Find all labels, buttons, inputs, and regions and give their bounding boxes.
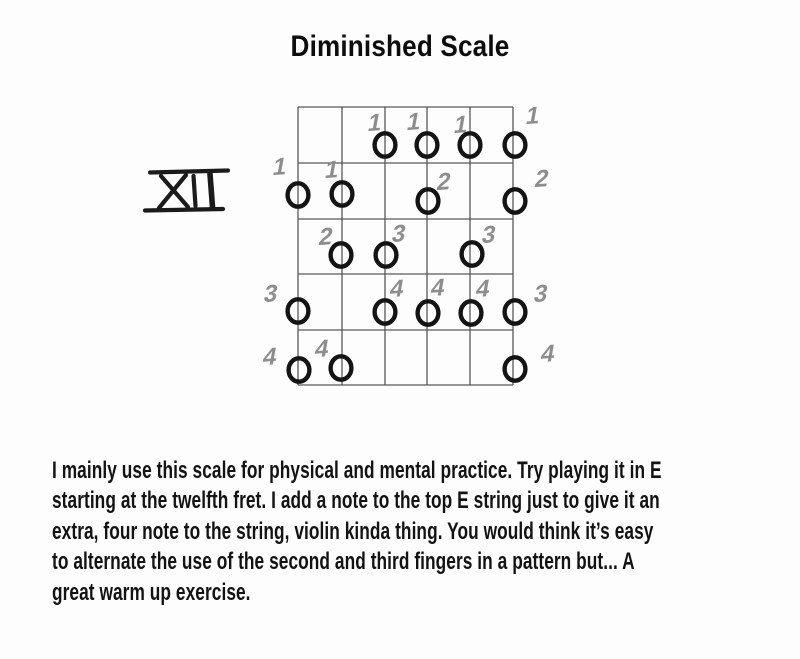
finger-number: 1: [270, 153, 289, 182]
finger-number: 1: [523, 102, 542, 131]
finger-number: 4: [538, 340, 557, 369]
page-title: Diminished Scale: [290, 30, 510, 63]
note-circle: [461, 301, 482, 324]
finger-number: 4: [312, 335, 331, 364]
note-circle: [462, 242, 483, 265]
note-circle: [505, 189, 526, 212]
finger-number: 1: [322, 156, 341, 185]
note-circle: [331, 356, 352, 379]
note-circle: [505, 300, 526, 323]
paragraph-line-2: starting at the twelfth fret. I add a note to the top E string just to give it an: [52, 487, 660, 515]
paragraph-line-5: great warm up exercise.: [52, 578, 251, 606]
note-circle: [505, 357, 526, 380]
xii-stroke: [194, 176, 196, 206]
paragraph-line-4: to alternate the use of the second and third fingers in a pattern but... A: [52, 548, 635, 576]
note-circle: [331, 243, 352, 266]
description-paragraph: [52, 456, 800, 608]
paragraph-line-1: I mainly use this scale for physical and mental practice. Try playing it in E: [52, 457, 662, 484]
finger-number: 2: [434, 168, 453, 197]
finger-number: 2: [316, 223, 335, 252]
finger-number: 3: [479, 221, 498, 250]
finger-number: 4: [260, 343, 279, 372]
finger-number: 1: [404, 108, 423, 137]
finger-number: 4: [387, 275, 406, 304]
xii-stroke: [210, 174, 213, 207]
finger-number: 4: [428, 274, 447, 303]
note-circle: [418, 301, 439, 324]
xii-stroke: [150, 171, 228, 173]
finger-number: 1: [451, 111, 470, 140]
finger-number: 1: [365, 109, 384, 138]
finger-number: 3: [531, 280, 550, 309]
finger-number: 3: [261, 280, 280, 309]
note-circle: [289, 358, 310, 381]
position-marker-xii: [145, 171, 228, 211]
finger-number: 2: [532, 165, 551, 194]
finger-number: 3: [389, 220, 408, 249]
finger-number: 4: [473, 275, 492, 304]
note-circle: [505, 133, 526, 156]
paragraph-line-3: extra, four note to the string, violin kinda thing. You would think it’s easy: [52, 517, 654, 545]
